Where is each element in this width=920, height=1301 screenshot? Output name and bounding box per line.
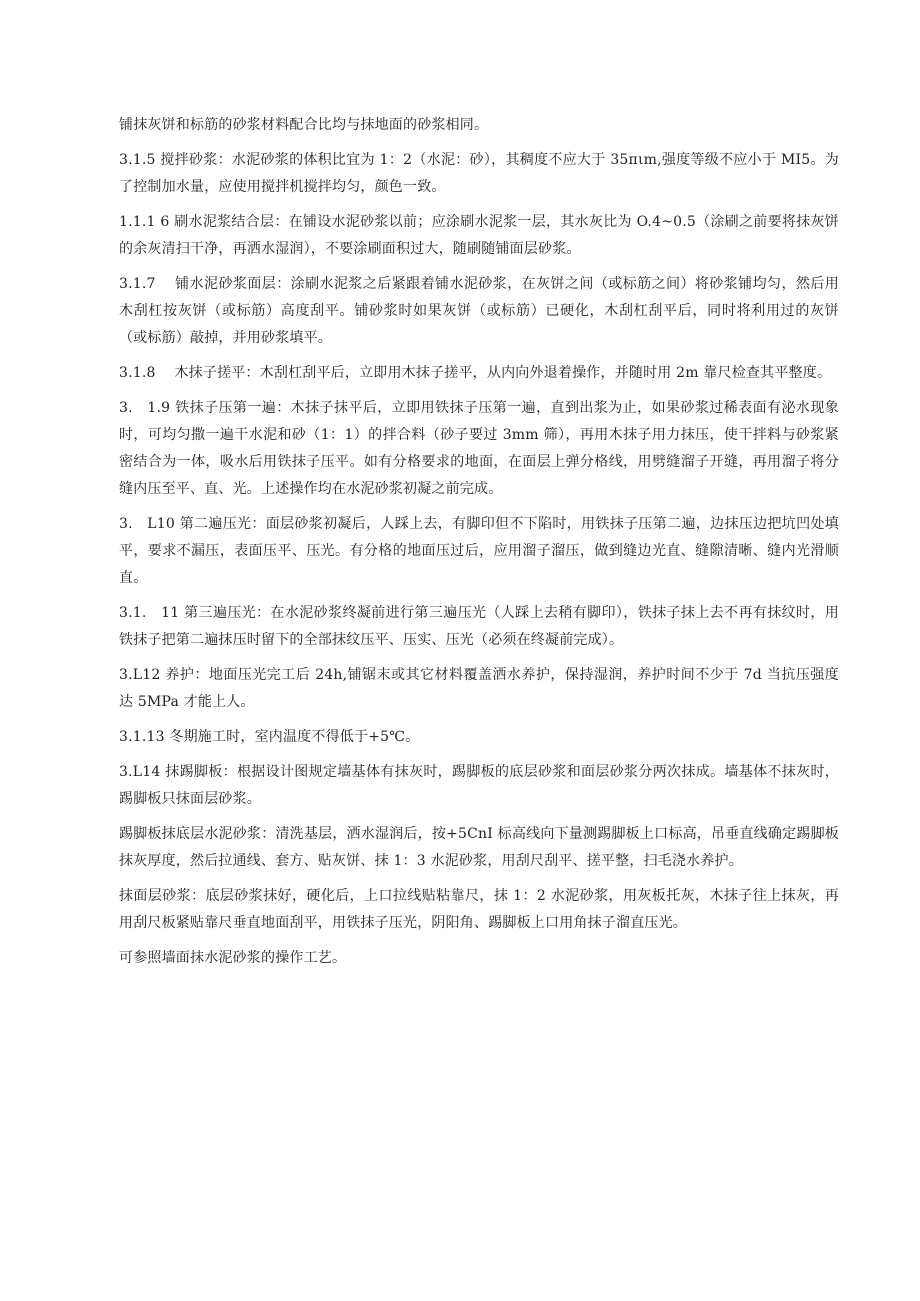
paragraph-mortar-materials: 铺抹灰饼和标筋的砂浆材料配合比均与抹地面的砂浆相同。 bbox=[119, 117, 489, 133]
paragraph-3-1-5: 3.1.5 搅拌砂浆：水泥砂浆的体积比宜为 1：2（水泥：砂），其稠度不应大于 35πιm,强度等级不应小于 MI5。为了控制加水量，应使用搅拌机搅拌均匀，颜色一致。 bbox=[119, 152, 839, 195]
paragraph-3-1-14: 3.L14 抹踢脚板：根据设计图规定墙基体有抹灰时，踢脚板的底层砂浆和面层砂浆分两次抹成。墙基体不抹灰时，踢脚板只抹面层砂浆。 bbox=[119, 764, 839, 807]
paragraph-3-1-11: 3.1. 11 第三遍压光：在水泥砂浆终凝前进行第三遍压光（人踩上去稍有脚印），铁抹子抹上去不再有抹纹时，用铁抹子把第二遍抹压时留下的全部抹纹压平、压实、压光（必须在终凝前完成）。 bbox=[119, 605, 839, 648]
paragraph-3-1-12: 3.L12 养护：地面压光完工后 24h,铺锯末或其它材料覆盖洒水养护，保持湿润，养护时间不少于 7d 当抗压强度达 5MPa 才能上人。 bbox=[119, 667, 839, 710]
paragraph-3-1-7: 3.1.7 铺水泥砂浆面层：涂刷水泥浆之后紧跟着铺水泥砂浆，在灰饼之间（或标筋之间）将砂浆铺均匀，然后用木刮杠按灰饼（或标筋）高度刮平。铺砂浆时如果灰饼（或标筋）已硬化，木刮杠刮平后，同时将利用过的灰饼（或标筋）敲掉，并用砂浆填平。 bbox=[119, 276, 839, 346]
paragraph-skirting-base-coat: 踢脚板抹底层水泥砂浆：清洗基层，洒水湿润后，按+5CnI 标高线向下量测踢脚板上口标高，吊垂直线确定踢脚板抹灰厚度，然后拉通线、套方、贴灰饼、抹 1：3 水泥砂浆，用刮尺刮平、搓平整，扫毛浇水养护。 bbox=[119, 826, 839, 869]
paragraph-3-1-9: 3. 1.9 铁抹子压第一遍：木抹子抹平后，立即用铁抹子压第一遍，直到出浆为止，如果砂浆过稀表面有泌水现象时，可均匀撒一遍干水泥和砂（1：1）的拌合料（砂子要过 3mm 筛），再用木抹子用力抹压，使干拌料与砂浆紧密结合为一体，吸水后用铁抹子压平。如有分格要求的地面，在面层上弹分格线，用劈缝溜子开缝，再用溜子将分缝内压至平、直、光。上述操作均在水泥砂浆初凝之前完成。 bbox=[119, 400, 839, 497]
paragraph-3-1-10: 3. L10 第二遍压光：面层砂浆初凝后，人踩上去，有脚印但不下陷时，用铁抹子压第二遍，边抹压边把坑凹处填平，要求不漏压，表面压平、压光。有分格的地面压过后，应用溜子溜压，做到缝边光直、缝隙清晰、缝内光滑顺直。 bbox=[119, 516, 839, 586]
paragraph-3-1-13: 3.1.13 冬期施工时，室内温度不得低于+5℃。 bbox=[119, 729, 420, 745]
paragraph-reference: 可参照墙面抹水泥砂浆的操作工艺。 bbox=[119, 950, 347, 966]
document-body bbox=[119, 112, 839, 980]
paragraph-3-1-8: 3.1.8 木抹子搓平：木刮杠刮平后，立即用木抹子搓平，从内向外退着操作，并随时用 2m 靠尺检查其平整度。 bbox=[119, 365, 832, 381]
paragraph-1-1-1-6: 1.1.1 6 刷水泥浆结合层：在铺设水泥砂浆以前；应涂刷水泥浆一层，其水灰比为 O.4~0.5（涂刷之前要将抹灰饼的余灰清扫干净，再洒水湿润），不要涂刷面积过大，随刷随铺面层砂浆。 bbox=[119, 214, 839, 257]
paragraph-surface-mortar: 抹面层砂浆：底层砂浆抹好，硬化后，上口拉线贴粘靠尺，抹 1：2 水泥砂浆，用灰板托灰，木抹子往上抹灰，再用刮尺板紧贴靠尺垂直地面刮平，用铁抹子压光，阴阳角、踢脚板上口用角抹子溜直压光。 bbox=[119, 888, 839, 931]
